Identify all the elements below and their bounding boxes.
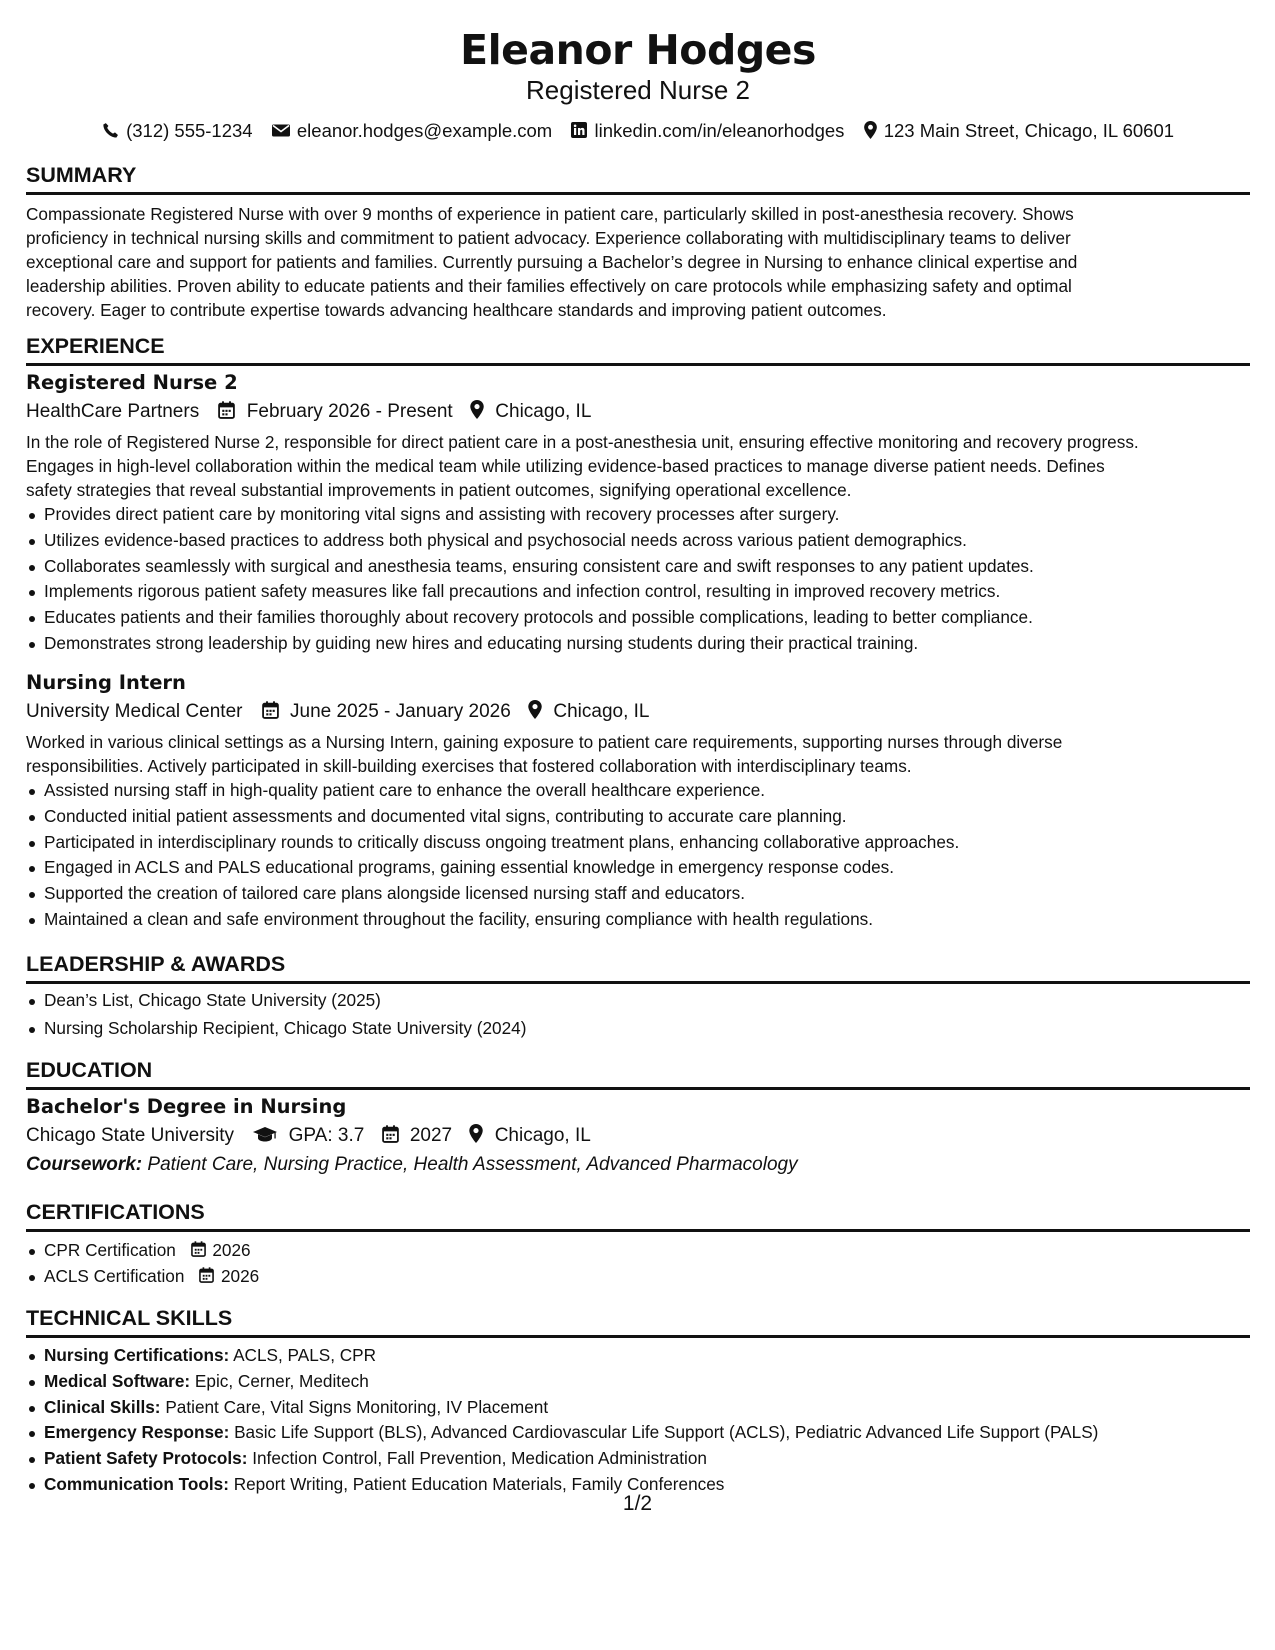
list-item <box>26 1446 1250 1472</box>
list-item: Supported the creation of tailored care plans alongside licensed nursing staff and educators. <box>26 881 1250 907</box>
calendar-icon <box>218 401 235 419</box>
list-item <box>26 1343 1250 1369</box>
coursework-label: Coursework: <box>26 1154 143 1175</box>
education-location: Chicago, IL <box>494 1125 591 1146</box>
education-entry <box>26 1094 1250 1179</box>
job-description: Worked in various clinical settings as a Nursing Intern, gaining exposure to patient care requirements, supporting nurses through diverse responsibilities. Actively participated in skill-building exercises that fostered collaboration with interdisciplinary teams. <box>26 732 1063 776</box>
leadership-list <box>26 988 1250 1042</box>
graduation-cap-icon <box>253 1125 277 1143</box>
list-item: Implements rigorous patient safety measures like fall precautions and infection control, resulting in improved recovery metrics. <box>26 579 1250 605</box>
list-item: Assisted nursing staff in high-quality patient care to enhance the overall healthcare experience. <box>26 778 1250 804</box>
contact-address: 123 Main Street, Chicago, IL 60601 <box>864 119 1175 143</box>
calendar-icon <box>262 701 279 719</box>
job-title: Registered Nurse 2 <box>26 371 238 394</box>
skill-label: Emergency Response: <box>44 1422 230 1443</box>
list-item: Provides direct patient care by monitoring vital signs and assisting with recovery processes after surgery. <box>26 502 1250 528</box>
skill-value: Patient Care, Vital Signs Monitoring, IV Placement <box>165 1396 549 1417</box>
map-pin-icon <box>528 700 542 719</box>
job-dates: February 2026 - Present <box>246 401 453 422</box>
list-item <box>26 1264 1250 1290</box>
cert-name: CPR Certification <box>44 1240 176 1260</box>
graduation-year: 2027 <box>409 1125 453 1146</box>
skills-heading: TECHNICAL SKILLS <box>26 1305 1250 1338</box>
job-title: Nursing Intern <box>26 671 186 694</box>
skill-value: Report Writing, Patient Education Materials, Family Conferences <box>233 1473 725 1494</box>
calendar-icon <box>382 1125 399 1143</box>
skill-label: Nursing Certifications: <box>44 1345 230 1365</box>
resume-header <box>26 26 1250 143</box>
cert-year: 2026 <box>220 1265 260 1286</box>
certifications-heading: CERTIFICATIONS <box>26 1199 1250 1232</box>
list-item: Educates patients and their families thoroughly about recovery protocols and possible complications, leading to better compliance. <box>26 605 1250 631</box>
job-meta <box>26 399 1250 425</box>
list-item: Conducted initial patient assessments and documented vital signs, contributing to accurate care planning. <box>26 804 1250 830</box>
job-location: Chicago, IL <box>553 701 650 722</box>
gpa: GPA: 3.7 <box>288 1125 365 1146</box>
job-dates: June 2025 - January 2026 <box>290 701 511 722</box>
job-meta <box>26 699 1250 725</box>
education-meta <box>26 1123 1250 1149</box>
job-entry <box>26 670 1250 933</box>
contact-row <box>26 119 1250 143</box>
list-item <box>26 1369 1250 1395</box>
calendar-icon <box>199 1267 214 1283</box>
job-bullets <box>26 502 1250 657</box>
job-description: In the role of Registered Nurse 2, responsible for direct patient care in a post-anesthesia unit, ensuring effective monitoring and recovery progress. Engages in high-level collaboration within the medical team while utilizing evidence-based practices to manage diverse patient needs. Defines safety strategies that reveal substantial improvements in patient outcomes, signifying operational excellence. <box>26 432 1139 500</box>
page-number: 1/2 <box>622 1492 653 1515</box>
list-item: Maintained a clean and safe environment throughout the facility, ensuring compliance with health regulations. <box>26 907 1250 933</box>
cert-year: 2026 <box>212 1240 251 1260</box>
job-company: University Medical Center <box>26 701 243 722</box>
education-heading: EDUCATION <box>26 1057 1250 1090</box>
skill-value: Epic, Cerner, Meditech <box>194 1370 369 1391</box>
contact-linkedin[interactable]: linkedin.com/in/eleanorhodges <box>571 119 844 143</box>
job-bullets <box>26 778 1250 933</box>
phone-icon <box>102 122 119 139</box>
skill-label: Clinical Skills: <box>44 1396 161 1417</box>
summary-text: Compassionate Registered Nurse with over 9 months of experience in patient care, particularly skilled in post-anesthesia recovery. Shows proficiency in technical nursing skills and commitment to patient advocacy. Experience collaborating with multidisciplinary teams to deliver exceptional care and support for patients and families. Currently pursuing a Bachelor’s degree in Nursing to enhance clinical expertise and leadership abilities. Proven ability to educate patients and their families effectively on care protocols while emphasizing safety and optimal recovery. Eager to contribute expertise towards advancing healthcare standards and improving patient outcomes. <box>26 204 1078 320</box>
cert-name: ACLS Certification <box>44 1265 185 1286</box>
envelope-icon <box>272 123 290 138</box>
job-location: Chicago, IL <box>495 401 592 422</box>
candidate-title: Registered Nurse 2 <box>526 75 750 105</box>
certifications-list <box>26 1238 1250 1290</box>
experience-heading: EXPERIENCE <box>26 333 1250 366</box>
list-item: Dean’s List, Chicago State University (2025) <box>26 988 1250 1014</box>
map-pin-icon <box>470 400 484 419</box>
list-item <box>26 1420 1250 1446</box>
linkedin-icon <box>571 122 587 138</box>
list-item: Demonstrates strong leadership by guiding new hires and educating nursing students during their practical training. <box>26 631 1250 657</box>
skill-value: ACLS, PALS, CPR <box>233 1345 377 1365</box>
map-pin-icon <box>864 121 877 139</box>
candidate-name: Eleanor Hodges <box>460 26 816 74</box>
list-item: Participated in interdisciplinary rounds to critically discuss ongoing treatment plans, enhancing collaborative approaches. <box>26 830 1250 856</box>
contact-email[interactable]: eleanor.hodges@example.com <box>272 119 552 143</box>
job-company: HealthCare Partners <box>26 401 200 422</box>
list-item: Collaborates seamlessly with surgical and anesthesia teams, ensuring consistent care and swift responses to any patient updates. <box>26 554 1250 580</box>
list-item <box>26 1395 1250 1421</box>
leadership-heading: LEADERSHIP & AWARDS <box>26 951 1250 984</box>
degree-title: Bachelor's Degree in Nursing <box>26 1095 347 1118</box>
skill-value: Basic Life Support (BLS), Advanced Cardiovascular Life Support (ACLS), Pediatric Advanced Life Support (PALS) <box>234 1422 1099 1443</box>
skill-label: Communication Tools: <box>44 1473 229 1494</box>
skill-label: Patient Safety Protocols: <box>44 1448 248 1469</box>
list-item: Utilizes evidence-based practices to address both physical and psychosocial needs across various patient demographics. <box>26 528 1250 554</box>
contact-phone[interactable]: (312) 555-1234 <box>102 119 253 143</box>
job-entry <box>26 370 1250 657</box>
summary-heading: SUMMARY <box>26 162 1250 195</box>
skill-value: Infection Control, Fall Prevention, Medication Administration <box>252 1448 707 1469</box>
calendar-icon <box>191 1241 206 1257</box>
list-item <box>26 1238 1250 1264</box>
skills-list <box>26 1343 1250 1498</box>
school-name: Chicago State University <box>26 1125 235 1146</box>
list-item: Engaged in ACLS and PALS educational programs, gaining essential knowledge in emergency response codes. <box>26 855 1250 881</box>
skill-label: Medical Software: <box>44 1370 191 1391</box>
map-pin-icon <box>469 1124 483 1143</box>
list-item: Nursing Scholarship Recipient, Chicago State University (2024) <box>26 1016 1250 1042</box>
coursework <box>26 1151 1250 1179</box>
coursework-list: Patient Care, Nursing Practice, Health Assessment, Advanced Pharmacology <box>147 1154 798 1175</box>
